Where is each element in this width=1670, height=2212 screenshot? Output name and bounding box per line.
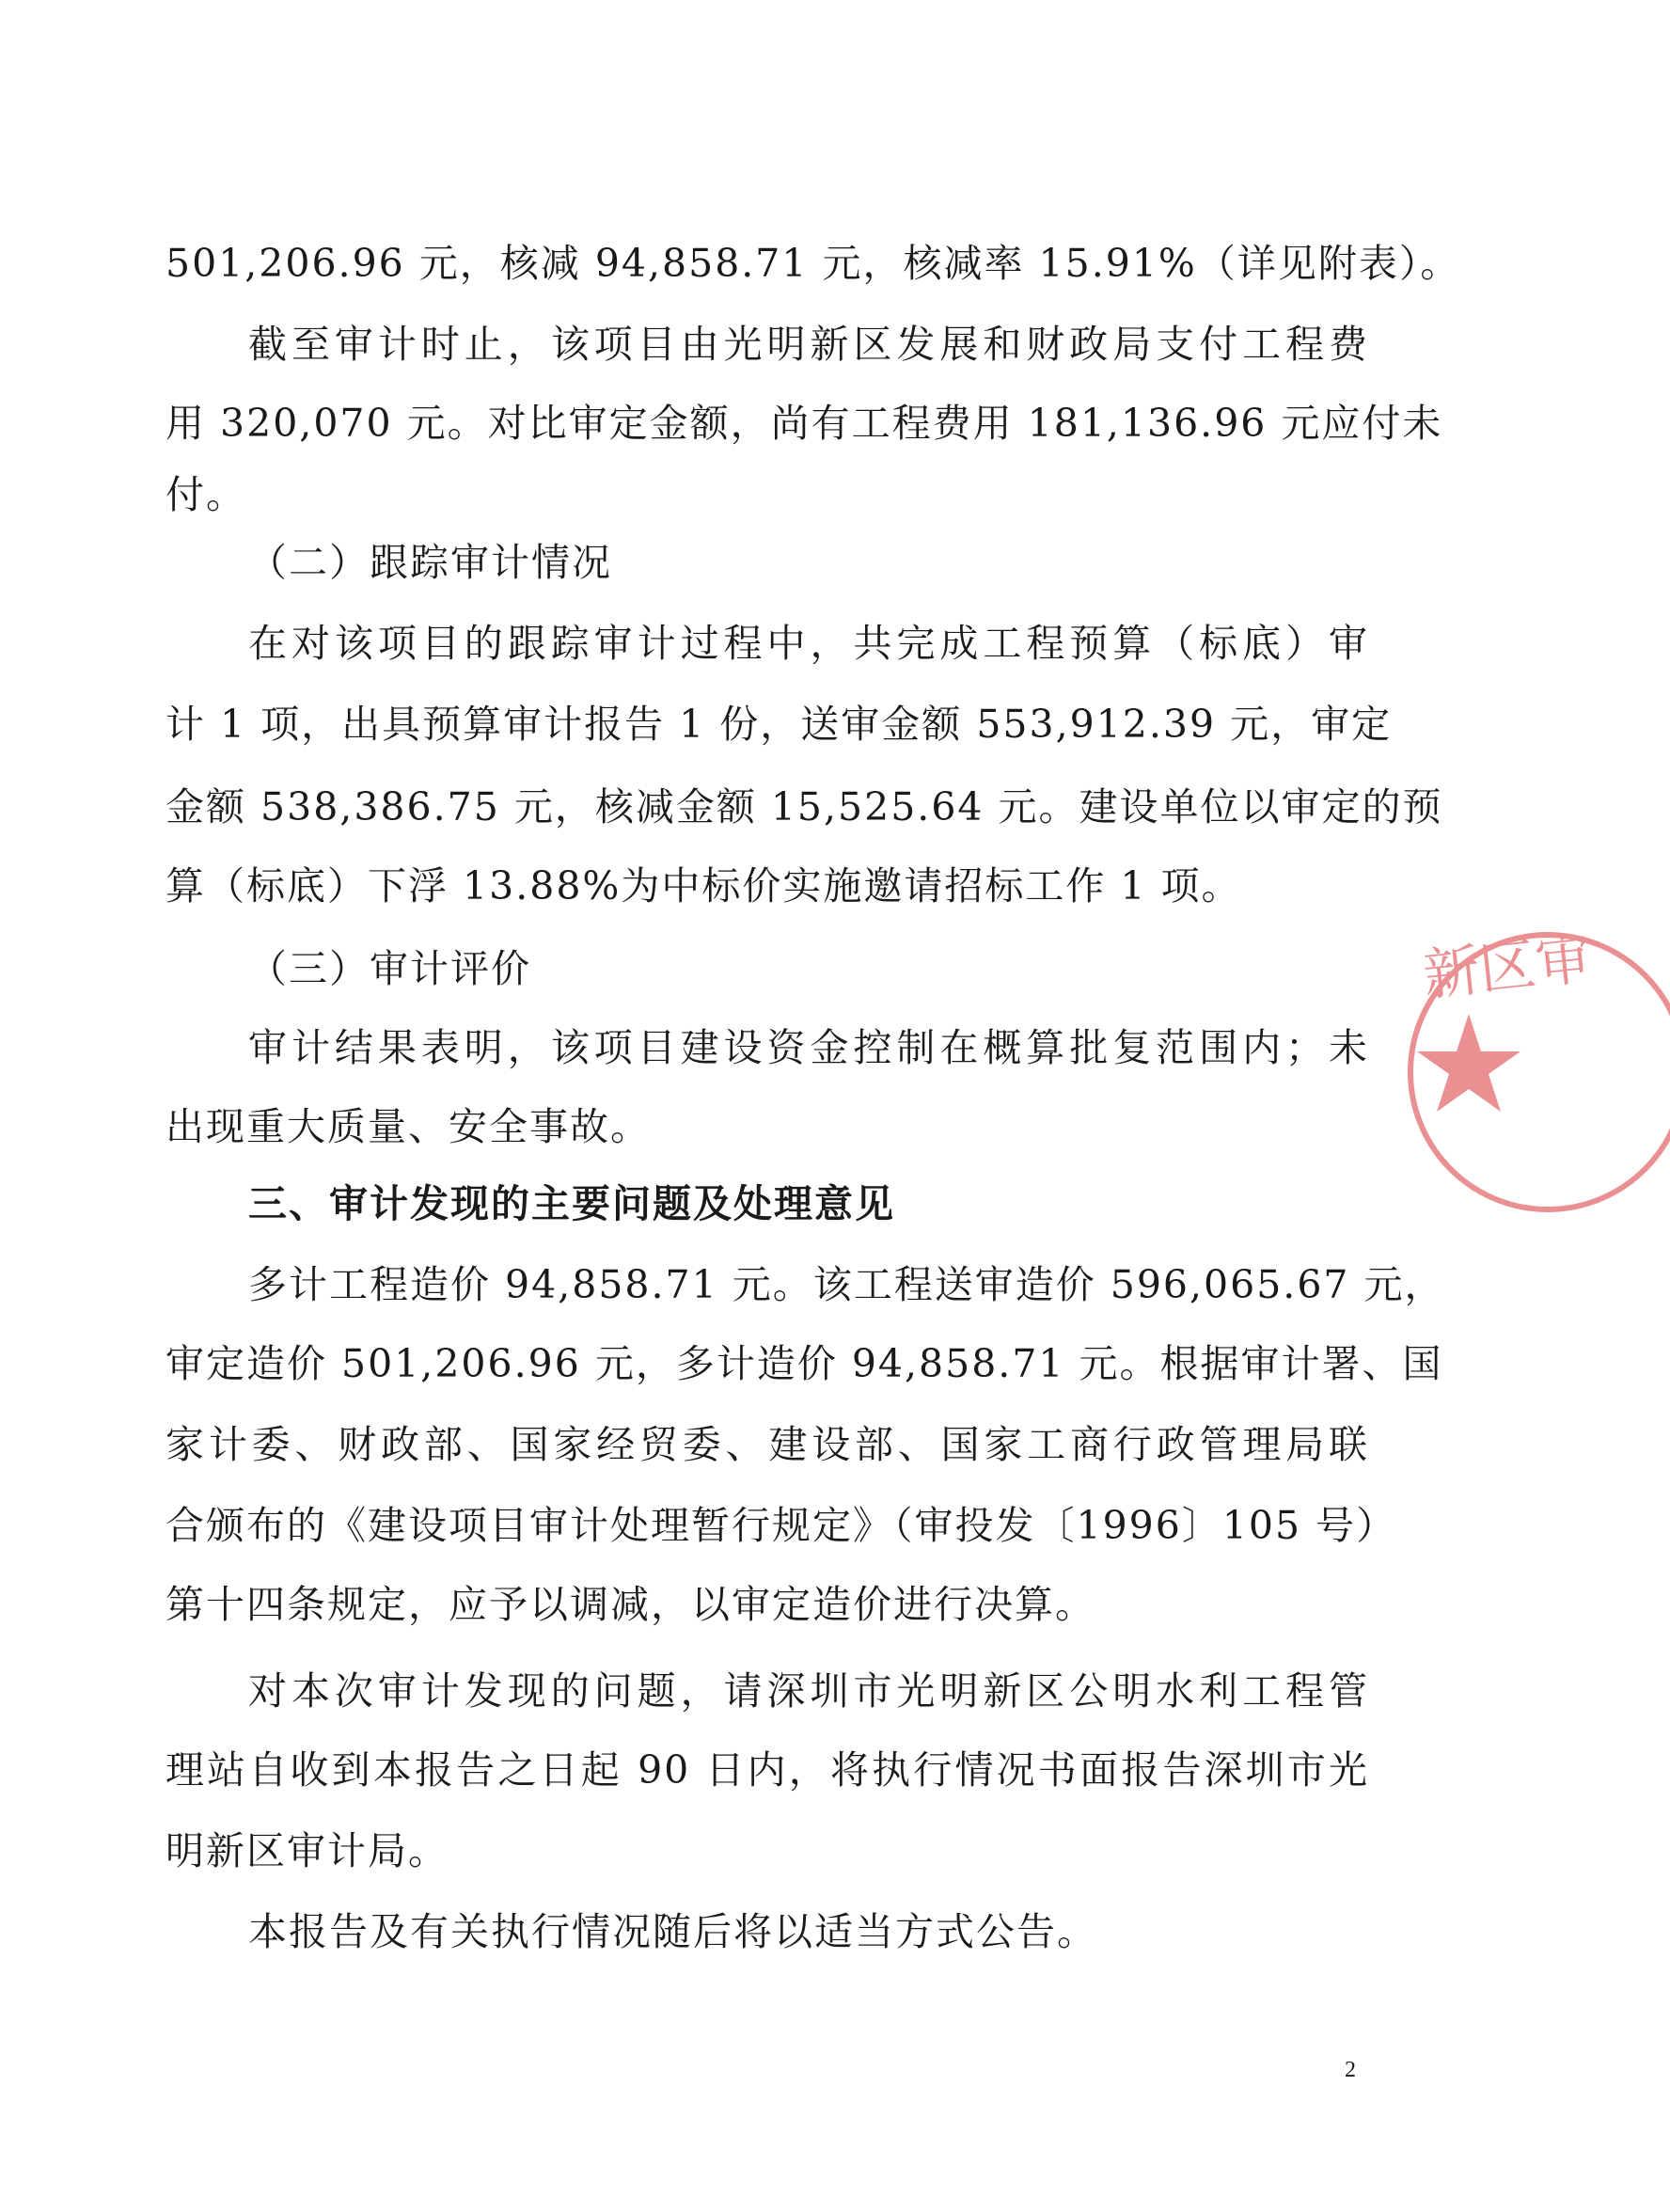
paragraph-line: 对本次审计发现的问题，请深圳市光明新区公明水利工程管 [248,1668,1369,1714]
paragraph-line: 明新区审计局。 [165,1828,449,1873]
paragraph-line: 计 1 项，出具预算审计报告 1 份，送审金额 553,912.39 元，审定 [165,702,1393,747]
paragraph-line: 用 320,070 元。对比审定金额，尚有工程费用 181,136.96 元应付未 [165,401,1443,446]
official-seal-stamp [1388,922,1670,1223]
paragraph-line: 审定造价 501,206.96 元，多计造价 94,858.71 元。根据审计署、国 [165,1341,1443,1386]
subsection-heading-3: （三）审计评价 [248,946,531,991]
paragraph-line: 付。 [165,472,246,517]
seal-star-icon [1417,1014,1520,1112]
paragraph-line: 多计工程造价 94,858.71 元。该工程送审造价 596,065.67 元， [248,1262,1445,1307]
subsection-heading-2: （二）跟踪审计情况 [248,540,612,585]
page-number: 2 [1345,2058,1356,2082]
paragraph-line: 第十四条规定，应予以调减，以审定造价进行决算。 [165,1582,1095,1627]
paragraph-line: 算（标底）下浮 13.88%为中标价实施邀请招标工作 1 项。 [165,863,1242,908]
paragraph-line: 截至审计时止，该项目由光明新区发展和财政局支付工程费 [248,322,1369,367]
paragraph-line: 合颁布的《建设项目审计处理暂行规定》（审投发〔1996〕105 号） [165,1503,1397,1548]
paragraph-line: 本报告及有关执行情况随后将以适当方式公告。 [248,1909,1097,1954]
paragraph-line: 出现重大质量、安全事故。 [165,1104,651,1149]
seal-text-fragment: 新区审 [1420,925,1596,1009]
paragraph-line: 在对该项目的跟踪审计过程中，共完成工程预算（标底）审 [248,621,1369,666]
paragraph-line: 家计委、财政部、国家经贸委、建设部、国家工商行政管理局联 [165,1422,1369,1467]
paragraph-line: 理站自收到本报告之日起 90 日内，将执行情况书面报告深圳市光 [165,1747,1369,1793]
paragraph-line: 审计结果表明，该项目建设资金控制在概算批复范围内；未 [248,1025,1369,1070]
section-heading-3: 三、审计发现的主要问题及处理意见 [248,1181,895,1226]
paragraph-line: 501,206.96 元，核减 94,858.71 元，核减率 15.91%（详见附表）。 [165,241,1461,286]
paragraph-line: 金额 538,386.75 元，核减金额 15,525.64 元。建设单位以审定的预 [165,784,1443,830]
